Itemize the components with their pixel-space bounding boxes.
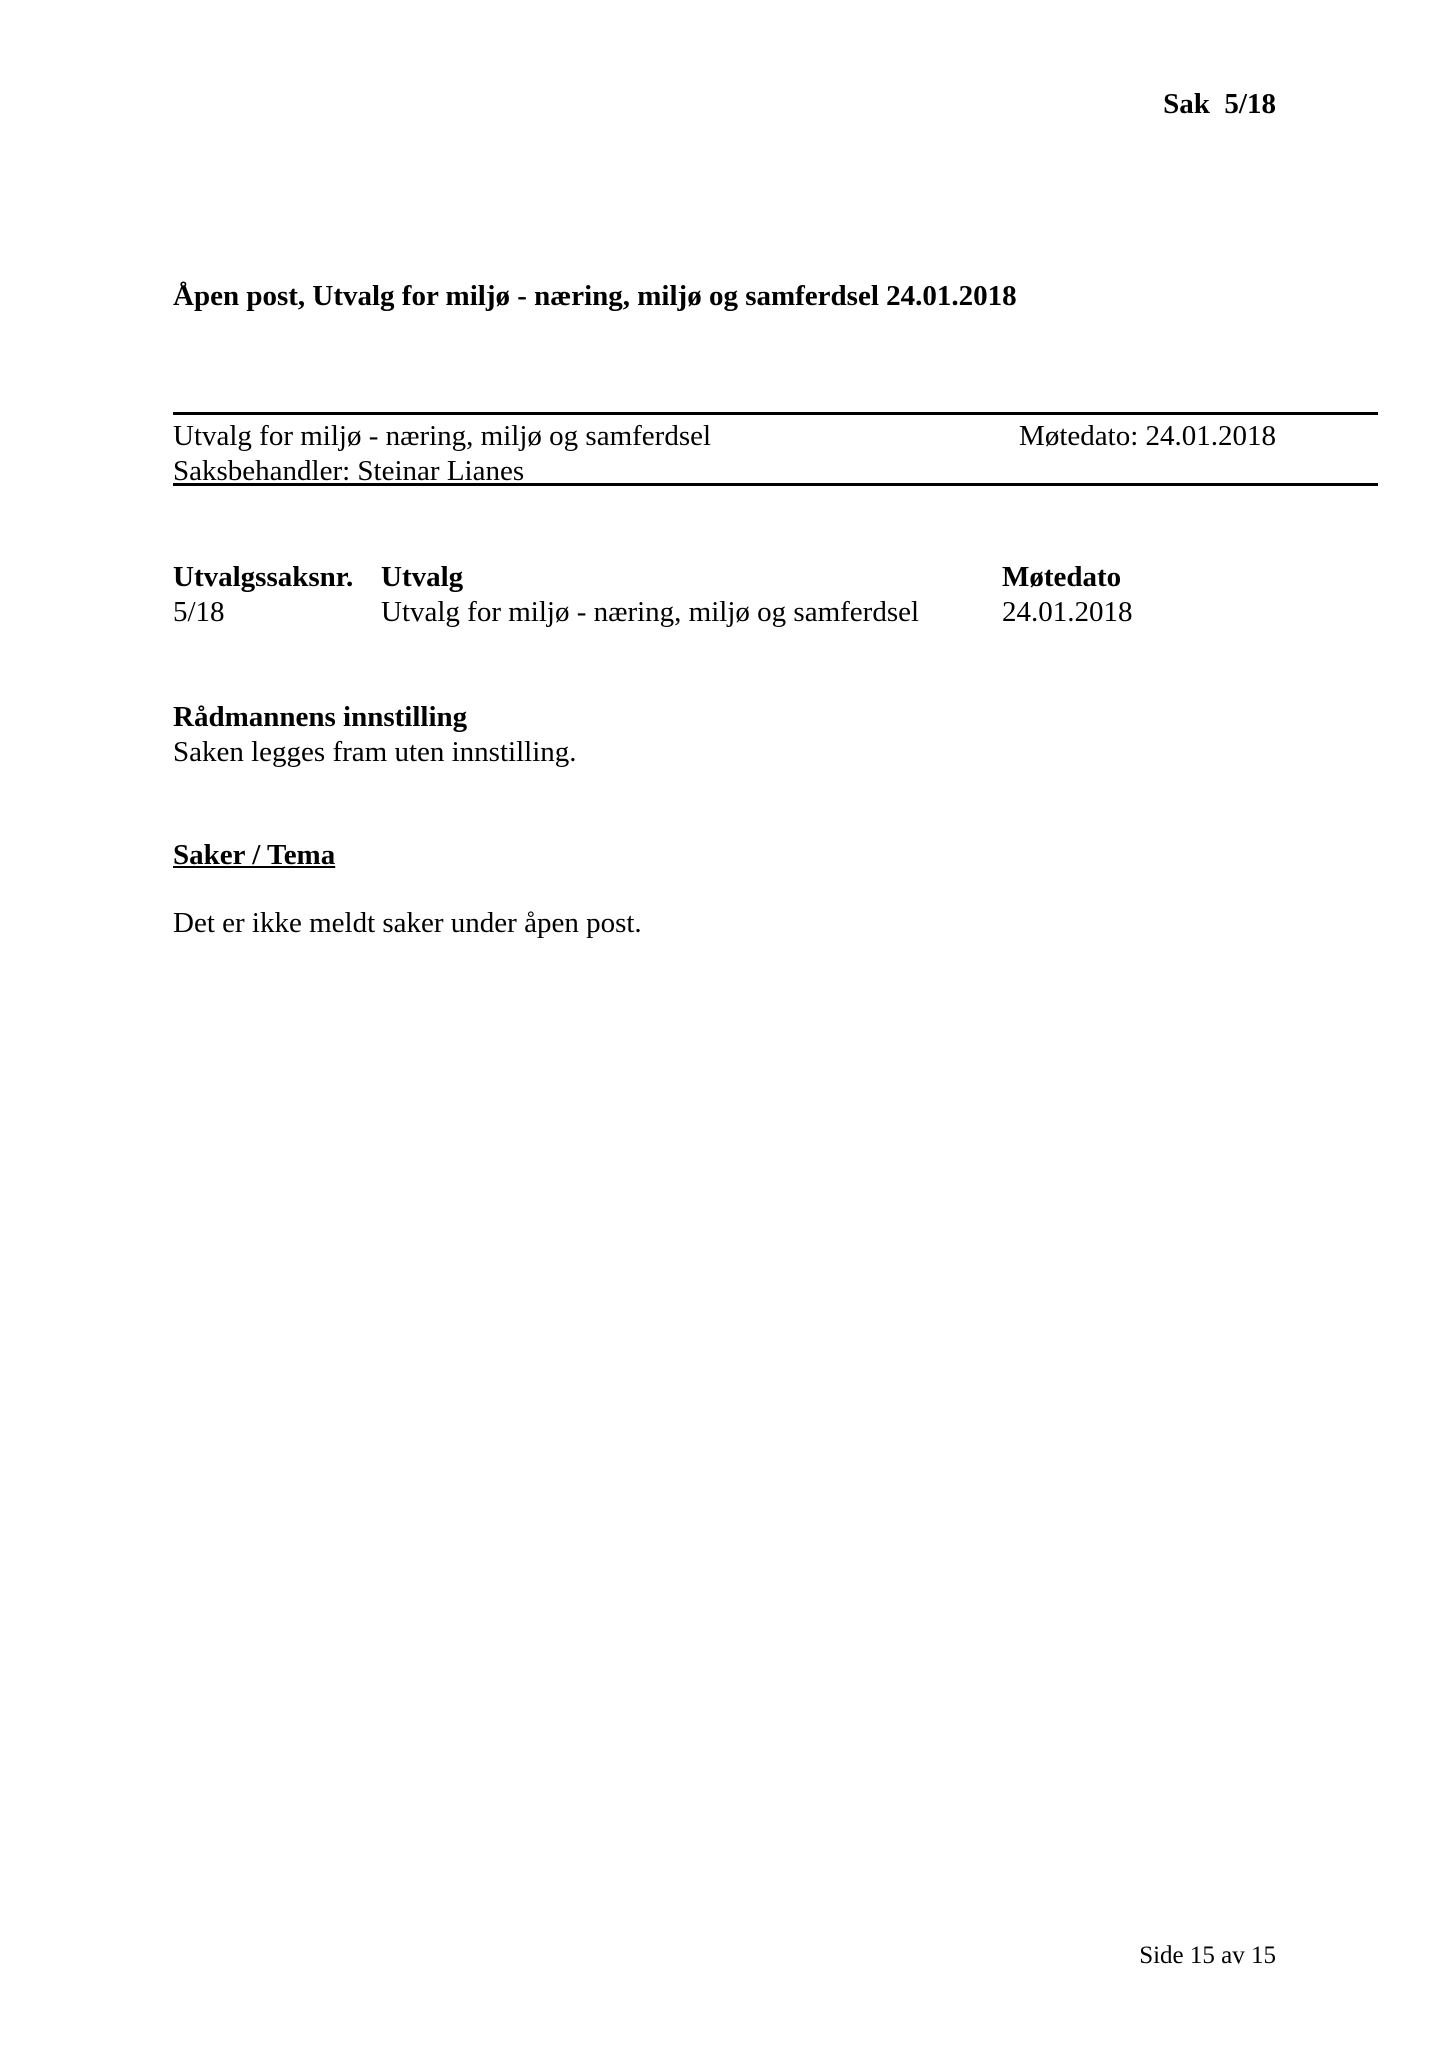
table-cell-committee: Utvalg for miljø - næring, miljø og samferdsel	[381, 596, 920, 628]
meta-case-handler: Saksbehandler: Steinar Lianes	[173, 455, 525, 487]
recommendation-heading: Rådmannens innstilling	[173, 701, 468, 733]
page-number: Side 15 av 15	[1139, 1942, 1276, 1969]
table-header-meeting-date: Møtedato	[1002, 561, 1122, 593]
meta-committee: Utvalg for miljø - næring, miljø og samferdsel	[173, 420, 712, 452]
top-divider	[173, 412, 1378, 415]
case-number: Sak 5/18	[1163, 88, 1276, 120]
topics-heading: Saker / Tema	[173, 839, 336, 871]
bottom-divider	[173, 483, 1378, 486]
table-cell-meeting-date: 24.01.2018	[1002, 596, 1133, 628]
table-cell-case-no: 5/18	[173, 596, 225, 628]
table-header-committee: Utvalg	[381, 561, 464, 593]
table-header-case-no: Utvalgssaksnr.	[173, 561, 354, 593]
topics-text: Det er ikke meldt saker under åpen post.	[173, 907, 642, 939]
document-title: Åpen post, Utvalg for miljø - næring, miljø og samferdsel 24.01.2018	[173, 280, 1017, 312]
meta-meeting-date: Møtedato: 24.01.2018	[1019, 420, 1276, 452]
recommendation-text: Saken legges fram uten innstilling.	[173, 736, 577, 768]
